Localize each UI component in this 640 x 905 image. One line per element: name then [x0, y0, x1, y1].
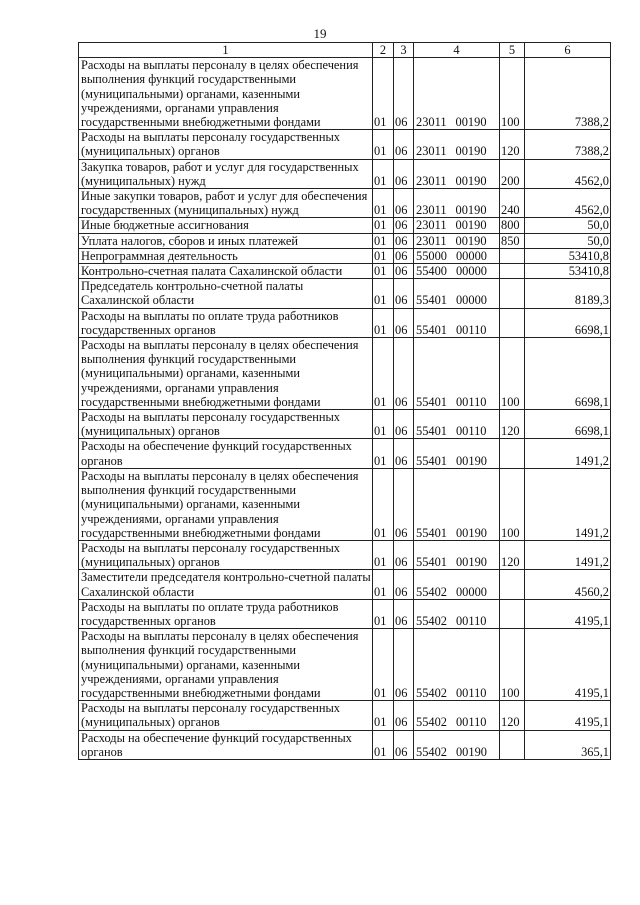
target-article-program: 55401 — [416, 322, 447, 337]
expense-type-cell: 120 — [500, 701, 525, 730]
target-article-direction: 00110 — [455, 715, 487, 730]
expense-type-cell: 120 — [500, 410, 525, 439]
expense-type-cell: 850 — [500, 233, 525, 248]
amount-cell: 4562,0 — [525, 159, 611, 188]
table-header-row — [79, 43, 611, 58]
target-article-cell — [414, 468, 500, 540]
expense-type-cell — [500, 279, 525, 308]
table-row — [79, 730, 611, 759]
subsection-code-cell: 06 — [394, 599, 414, 628]
table-row — [79, 58, 611, 130]
target-article-direction: 00190 — [455, 744, 487, 759]
section-code-cell: 01 — [373, 189, 394, 218]
target-article-cell — [414, 410, 500, 439]
target-article-direction: 00110 — [455, 424, 487, 439]
target-article-cell — [414, 439, 500, 468]
row-name-cell: Уплата налогов, сборов и иных платежей — [79, 233, 373, 248]
subsection-code-cell: 06 — [394, 159, 414, 188]
row-name-cell: Председатель контрольно-счетной палаты Сахалинской области — [79, 279, 373, 308]
row-name-cell: Закупка товаров, работ и услуг для государственных (муниципальных) нужд — [79, 159, 373, 188]
target-article-cell — [414, 130, 500, 159]
expense-type-cell: 100 — [500, 468, 525, 540]
table-row — [79, 218, 611, 233]
row-name-cell: Расходы на обеспечение функций государственных органов — [79, 730, 373, 759]
subsection-code-cell: 06 — [394, 730, 414, 759]
row-name-cell: Расходы на выплаты по оплате труда работников государственных органов — [79, 599, 373, 628]
subsection-code-cell: 06 — [394, 540, 414, 569]
col-header-3: 3 — [394, 43, 414, 58]
section-code-cell: 01 — [373, 599, 394, 628]
target-article-cell — [414, 279, 500, 308]
target-article-cell — [414, 189, 500, 218]
amount-cell: 50,0 — [525, 233, 611, 248]
expense-type-cell — [500, 599, 525, 628]
target-article-program: 55400 — [416, 264, 447, 279]
table-row — [79, 540, 611, 569]
target-article-direction: 00110 — [455, 613, 487, 628]
subsection-code-cell: 06 — [394, 338, 414, 410]
target-article-direction: 00190 — [455, 173, 487, 188]
expense-type-cell — [500, 308, 525, 337]
section-code-cell: 01 — [373, 218, 394, 233]
subsection-code-cell: 06 — [394, 570, 414, 599]
section-code-cell: 01 — [373, 233, 394, 248]
amount-cell: 4195,1 — [525, 599, 611, 628]
target-article-program: 23011 — [416, 144, 447, 159]
target-article-program: 55401 — [416, 394, 447, 409]
subsection-code-cell: 06 — [394, 189, 414, 218]
amount-cell: 4195,1 — [525, 701, 611, 730]
amount-cell: 4560,2 — [525, 570, 611, 599]
target-article-direction: 00190 — [455, 525, 487, 540]
row-name-cell: Иные закупки товаров, работ и услуг для обеспечения государственных (муниципальных) нужд — [79, 189, 373, 218]
target-article-cell — [414, 264, 500, 279]
table-row — [79, 248, 611, 263]
target-article-cell — [414, 570, 500, 599]
row-name-cell: Расходы на выплаты персоналу в целях обеспечения выполнения функций государственными (муниципальными) органами, казенными учреждениями, органами управления государственными внебюджетными фондами — [79, 338, 373, 410]
table-row — [79, 279, 611, 308]
target-article-direction: 00000 — [455, 584, 487, 599]
section-code-cell: 01 — [373, 58, 394, 130]
expense-type-cell — [500, 570, 525, 599]
row-name-cell: Расходы на выплаты персоналу государственных (муниципальных) органов — [79, 410, 373, 439]
expense-type-cell: 100 — [500, 338, 525, 410]
subsection-code-cell: 06 — [394, 233, 414, 248]
target-article-cell — [414, 599, 500, 628]
table-row — [79, 233, 611, 248]
amount-cell: 1491,2 — [525, 468, 611, 540]
section-code-cell: 01 — [373, 279, 394, 308]
target-article-direction: 00190 — [455, 203, 487, 218]
table-row — [79, 159, 611, 188]
target-article-direction: 00190 — [455, 453, 487, 468]
expense-type-cell: 200 — [500, 159, 525, 188]
target-article-program: 55401 — [416, 293, 447, 308]
expense-type-cell: 800 — [500, 218, 525, 233]
expense-type-cell: 120 — [500, 540, 525, 569]
target-article-cell — [414, 58, 500, 130]
expense-type-cell: 100 — [500, 629, 525, 701]
amount-cell: 4562,0 — [525, 189, 611, 218]
expense-type-cell — [500, 264, 525, 279]
target-article-direction: 00190 — [455, 555, 487, 570]
row-name-cell: Расходы на выплаты персоналу в целях обеспечения выполнения функций государственными (муниципальными) органами, казенными учреждениями, органами управления государственными внебюджетными фондами — [79, 629, 373, 701]
col-header-1: 1 — [79, 43, 373, 58]
target-article-cell — [414, 730, 500, 759]
col-header-4: 4 — [414, 43, 500, 58]
amount-cell: 7388,2 — [525, 130, 611, 159]
section-code-cell: 01 — [373, 701, 394, 730]
table-row — [79, 308, 611, 337]
subsection-code-cell: 06 — [394, 58, 414, 130]
page-number: 19 — [313, 26, 327, 41]
target-article-program: 23011 — [416, 115, 447, 130]
table-row — [79, 189, 611, 218]
table-row — [79, 629, 611, 701]
expense-type-cell: 100 — [500, 58, 525, 130]
target-article-program: 55402 — [416, 744, 447, 759]
target-article-program: 23011 — [416, 173, 447, 188]
target-article-direction: 00190 — [455, 144, 487, 159]
section-code-cell: 01 — [373, 159, 394, 188]
section-code-cell: 01 — [373, 264, 394, 279]
amount-cell: 6698,1 — [525, 410, 611, 439]
amount-cell: 8189,3 — [525, 279, 611, 308]
section-code-cell: 01 — [373, 629, 394, 701]
target-article-direction: 00190 — [455, 115, 487, 130]
row-name-cell: Непрограммная деятельность — [79, 248, 373, 263]
section-code-cell: 01 — [373, 570, 394, 599]
row-name-cell: Расходы на обеспечение функций государственных органов — [79, 439, 373, 468]
amount-cell: 50,0 — [525, 218, 611, 233]
subsection-code-cell: 06 — [394, 308, 414, 337]
subsection-code-cell: 06 — [394, 468, 414, 540]
section-code-cell: 01 — [373, 730, 394, 759]
expense-type-cell — [500, 730, 525, 759]
target-article-cell — [414, 248, 500, 263]
target-article-cell — [414, 218, 500, 233]
budget-table — [78, 42, 611, 760]
row-name-cell: Расходы на выплаты по оплате труда работников государственных органов — [79, 308, 373, 337]
table-row — [79, 599, 611, 628]
section-code-cell: 01 — [373, 410, 394, 439]
subsection-code-cell: 06 — [394, 264, 414, 279]
target-article-program: 55402 — [416, 584, 447, 599]
target-article-direction: 00110 — [455, 394, 487, 409]
expense-type-cell: 120 — [500, 130, 525, 159]
target-article-program: 55401 — [416, 555, 447, 570]
target-article-direction: 00190 — [455, 218, 487, 233]
target-article-direction: 00110 — [455, 322, 487, 337]
table-row — [79, 130, 611, 159]
row-name-cell: Расходы на выплаты персоналу в целях обеспечения выполнения функций государственными (муниципальными) органами, казенными учреждениями, органами управления государственными внебюджетными фондами — [79, 58, 373, 130]
target-article-cell — [414, 540, 500, 569]
target-article-program: 55402 — [416, 685, 447, 700]
target-article-cell — [414, 159, 500, 188]
expense-type-cell — [500, 439, 525, 468]
row-name-cell: Расходы на выплаты персоналу в целях обеспечения выполнения функций государственными (муниципальными) органами, казенными учреждениями, органами управления государственными внебюджетными фондами — [79, 468, 373, 540]
amount-cell: 7388,2 — [525, 58, 611, 130]
target-article-cell — [414, 308, 500, 337]
target-article-direction: 00000 — [455, 293, 487, 308]
target-article-program: 55000 — [416, 248, 447, 263]
row-name-cell: Расходы на выплаты персоналу государственных (муниципальных) органов — [79, 130, 373, 159]
table-row — [79, 570, 611, 599]
col-header-2: 2 — [373, 43, 394, 58]
target-article-program: 55401 — [416, 525, 447, 540]
amount-cell: 6698,1 — [525, 308, 611, 337]
subsection-code-cell: 06 — [394, 218, 414, 233]
col-header-5: 5 — [500, 43, 525, 58]
target-article-cell — [414, 629, 500, 701]
amount-cell: 6698,1 — [525, 338, 611, 410]
table-row — [79, 410, 611, 439]
expense-type-cell: 240 — [500, 189, 525, 218]
amount-cell: 365,1 — [525, 730, 611, 759]
target-article-direction: 00000 — [455, 248, 487, 263]
row-name-cell: Заместители председателя контрольно-счетной палаты Сахалинской области — [79, 570, 373, 599]
subsection-code-cell: 06 — [394, 410, 414, 439]
amount-cell: 1491,2 — [525, 540, 611, 569]
target-article-program: 23011 — [416, 203, 447, 218]
section-code-cell: 01 — [373, 468, 394, 540]
subsection-code-cell: 06 — [394, 629, 414, 701]
target-article-program: 55401 — [416, 453, 447, 468]
target-article-program: 55401 — [416, 424, 447, 439]
section-code-cell: 01 — [373, 338, 394, 410]
target-article-cell — [414, 233, 500, 248]
subsection-code-cell: 06 — [394, 130, 414, 159]
table-row — [79, 701, 611, 730]
table-row — [79, 468, 611, 540]
target-article-program: 23011 — [416, 233, 447, 248]
amount-cell: 1491,2 — [525, 439, 611, 468]
row-name-cell: Расходы на выплаты персоналу государственных (муниципальных) органов — [79, 540, 373, 569]
section-code-cell: 01 — [373, 439, 394, 468]
subsection-code-cell: 06 — [394, 279, 414, 308]
row-name-cell: Иные бюджетные ассигнования — [79, 218, 373, 233]
amount-cell: 53410,8 — [525, 248, 611, 263]
subsection-code-cell: 06 — [394, 439, 414, 468]
target-article-program: 23011 — [416, 218, 447, 233]
table-row — [79, 264, 611, 279]
target-article-cell — [414, 338, 500, 410]
table-row — [79, 338, 611, 410]
section-code-cell: 01 — [373, 248, 394, 263]
expense-type-cell — [500, 248, 525, 263]
section-code-cell: 01 — [373, 540, 394, 569]
table-row — [79, 439, 611, 468]
target-article-program: 55402 — [416, 613, 447, 628]
col-header-6: 6 — [525, 43, 611, 58]
target-article-direction: 00000 — [455, 264, 487, 279]
subsection-code-cell: 06 — [394, 248, 414, 263]
row-name-cell: Контрольно-счетная палата Сахалинской области — [79, 264, 373, 279]
target-article-cell — [414, 701, 500, 730]
amount-cell: 53410,8 — [525, 264, 611, 279]
target-article-direction: 00190 — [455, 233, 487, 248]
subsection-code-cell: 06 — [394, 701, 414, 730]
amount-cell: 4195,1 — [525, 629, 611, 701]
section-code-cell: 01 — [373, 130, 394, 159]
target-article-direction: 00110 — [455, 685, 487, 700]
target-article-program: 55402 — [416, 715, 447, 730]
row-name-cell: Расходы на выплаты персоналу государственных (муниципальных) органов — [79, 701, 373, 730]
section-code-cell: 01 — [373, 308, 394, 337]
